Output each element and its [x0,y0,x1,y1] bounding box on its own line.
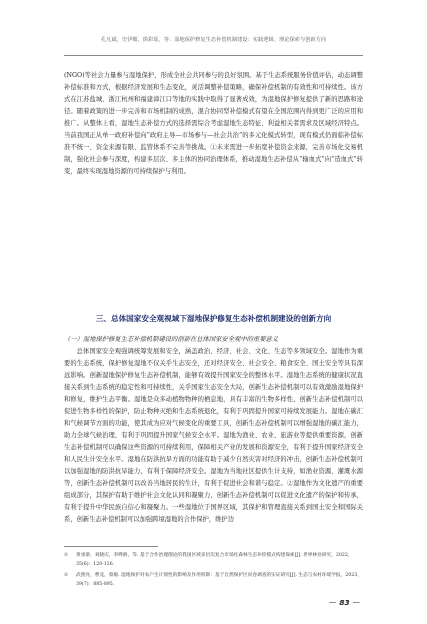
footnote-divider [64,546,158,547]
header-divider [64,55,363,56]
subsection-heading: （一）湿地保护修复生态补偿机制建设的创新在总体国家安全观中的重要意义 [64,336,279,343]
body-text-top [64,70,363,178]
footnote [64,571,363,589]
body-text-bottom [64,334,363,526]
running-header: 孔凡斌，史伊媚，徐彩瑶，等：湿地保护修复生态补偿机制建设：实践逻辑、理论探索与创新方向 [100,37,327,43]
footnote-text: 黄承梁，刘晓庆，李晔鸥，等. 基于合作治理理论的我国区域多层次复合市场化森林生态补偿模式构建探索[J]. 世界林业研究，2022，35(6)：120-126. [76,553,353,567]
footnote-text: 武照亮，曹竞，蔡敏. 湿地保护对农户生计韧性的影响及作用机制：基于自然保护区问卷调查的实证研究[J]. 生态与农村环境学报，2023，39(7)：885-895. [76,573,362,587]
footnote-marker: ① [64,553,69,558]
page-number-dash: — [352,598,360,607]
page-number-dash: — [328,598,337,607]
section-heading: 三、总体国家安全观视域下湿地保护修复生态补偿机制建设的创新方向 [95,314,332,323]
footnote-marker: ② [64,573,69,578]
paragraph: 总体国家安全观强调统筹发展和安全，涵盖政治、经济、社会、文化、生态等多领域安全。湿地作为重要的生态系统，保护修复湿地不仅关乎生态安全，还对经济安全、社会安全、粮食安全、国土安全等具有深远影响。创新湿地保护修复生态补偿机制，能够有效提升国家安全的整体水平。湿地生态系统的健康状况直接关系到生态系统的稳定性和可持续性，关乎国家生态安全大局，创新生态补偿机制可以有效激励湿地保护和修复，维护生态平衡。湿地是众多动植物物种的栖息地，具有丰富的生物多样性，创新生态补偿机制可以促进生物多样性的保护，防止物种灭绝和生态系统退化，有利于巩固提升国家可持续发展能力。湿地在碳汇和气候调节方面的功能，使其成为应对气候变化的重要工具，创新生态补偿机制可以增强湿地的碳汇能力，助力全球气候治理，有利于巩固提升国家气候安全水平。湿地为渔业、农业、旅游业等提供重要资源，创新生态补偿机制可以确保这些资源的可持续利用，保障相关产业的发展和资源安全，有利于提升国家经济安全和人民生计安全水平。湿地在防洪抗旱方面的功能有助于减少自然灾害对经济的冲击，创新生态补偿机制可以加强湿地的防洪抗旱能力，有利于保障经济安全。湿地为当地社区提供生计支持，如渔业资源、灌溉水源等，创新生态补偿机制可以改善当地居民的生计，有利于促进社会和谐与稳定。②湿地作为文化遗产的重要组成部分，其保护有助于维护社会文化认同和凝聚力，创新生态补偿机制可以促进文化遗产的保护和传承，有利于提升中华民族自信心和凝聚力。一些湿地位于国界区域，其保护和管理直接关系到国土安全和国际关系，创新生态补偿机制可以加强跨境湿地的合作保护，维护边 [64,348,363,523]
paragraph: (NGO)等社会力量参与湿地保护，形成全社会共同参与的良好氛围。基于生态系统服务价值评估，动态调整补偿标准和方式，根据经济发展和生态变化，灵活调整补偿策略，确保补偿机制的有效性和可持续性。该方式在江苏盐城、浙江杭州和福建漳江口等地的实践中取得了显著成效，为湿地保护修复提供了新的思路和途径。随着政策的进一步完善和市场机制的成熟，混合协同型补偿模式有望在全国范围内得到更广泛的应用和推广。从整体上看，湿地生态补偿方式的选择需综合考虑湿地生态特征、利益相关者需求及区域经济特点。当前我国正从单一政府补偿向“政府主导—市场参与—社会共治”的多元化模式转型，现有模式仍面临补偿标准不统一、资金来源有限、监管体系不完善等挑战。①未来需进一步拓宽补偿资金来源，完善市场化交易机制，强化社会参与深度，构建多层次、多主体的协同治理体系，推动湿地生态补偿从“输血式”向“造血式”转变，最终实现湿地资源的可持续保护与利用。 [64,72,363,175]
page-number-value: 83 [339,598,350,607]
footnote [64,551,363,569]
page-number [326,598,363,607]
footnotes [64,551,363,591]
